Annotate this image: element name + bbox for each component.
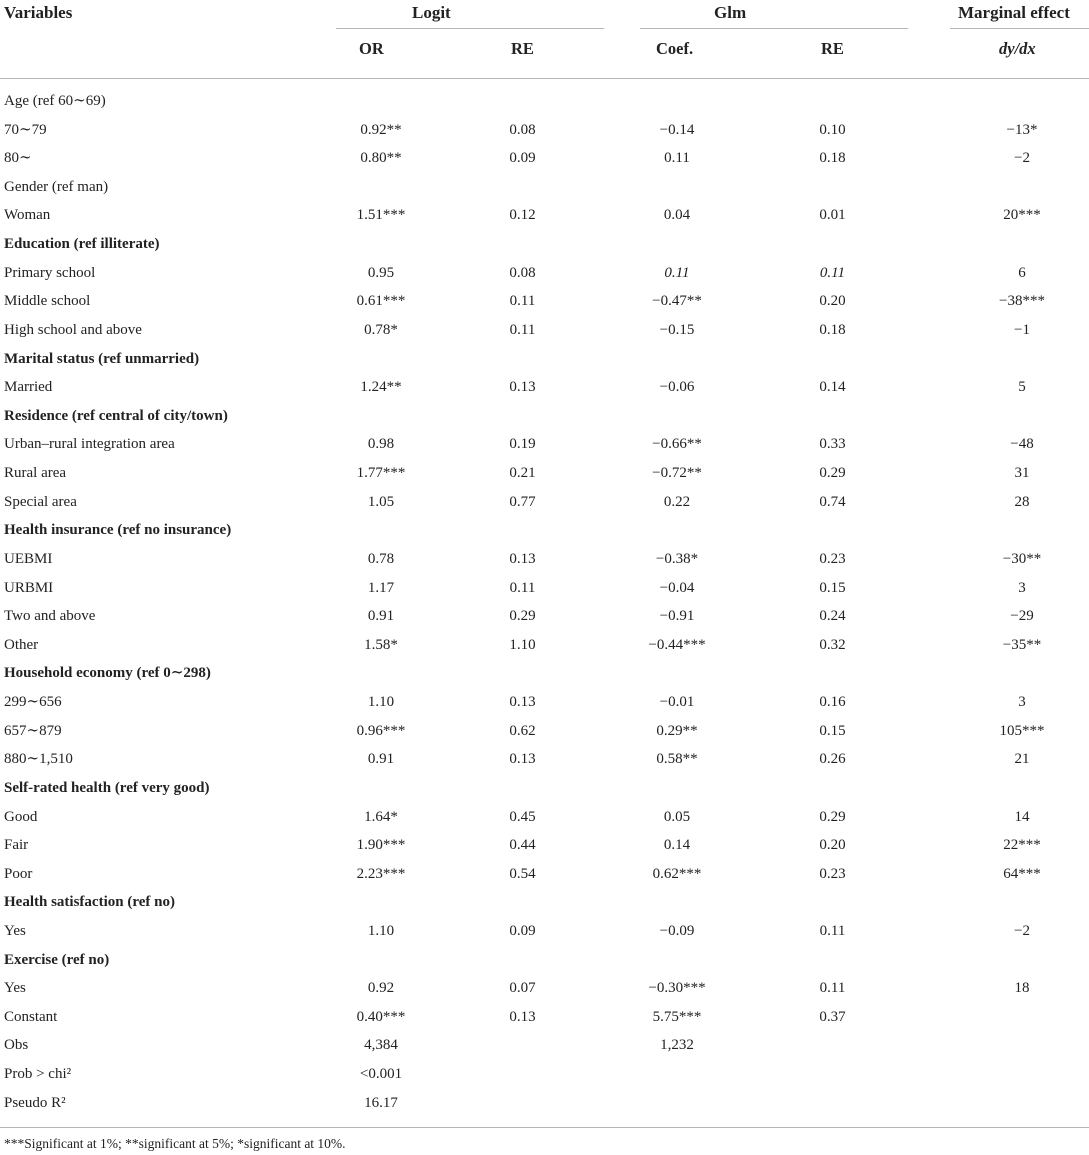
glm-coef: 0.11 bbox=[664, 150, 690, 167]
glm-coef: 0.14 bbox=[663, 837, 691, 854]
table-row bbox=[0, 745, 1089, 773]
row-label: Residence (ref central of city/town) bbox=[4, 407, 228, 424]
glm-coef: −0.66** bbox=[652, 436, 702, 453]
table-row bbox=[0, 230, 1089, 258]
row-label: Pseudo R² bbox=[4, 1094, 66, 1111]
row-label: Married bbox=[4, 379, 53, 396]
logit-or: 1.10 bbox=[367, 694, 395, 711]
glm-coef: 0.11 bbox=[664, 264, 690, 281]
header-logit: Logit bbox=[412, 3, 451, 22]
glm-coef: 0.04 bbox=[663, 207, 691, 224]
logit-re: 0.08 bbox=[509, 121, 536, 138]
logit-or: 16.17 bbox=[364, 1094, 398, 1111]
table-row bbox=[0, 774, 1089, 802]
logit-re: 0.77 bbox=[509, 493, 536, 510]
subheader-re-glm: RE bbox=[821, 39, 844, 58]
glm-re: 0.10 bbox=[819, 121, 846, 138]
row-label: Rural area bbox=[4, 465, 67, 482]
row-label: Prob > chi² bbox=[4, 1066, 72, 1083]
table-row bbox=[0, 974, 1089, 1002]
table-row bbox=[0, 1089, 1089, 1117]
glm-re: 0.20 bbox=[819, 293, 846, 310]
marginal-dydx: −29 bbox=[1010, 608, 1034, 625]
table-row bbox=[0, 1060, 1089, 1088]
glm-re: 0.11 bbox=[819, 264, 846, 281]
logit-re: 0.44 bbox=[509, 837, 536, 854]
logit-re: 0.45 bbox=[509, 808, 536, 825]
table-row bbox=[0, 402, 1089, 430]
table-row bbox=[0, 516, 1089, 544]
table-row bbox=[0, 917, 1089, 945]
glm-coef: −0.44*** bbox=[648, 636, 706, 653]
row-label: 657∼879 bbox=[4, 722, 62, 739]
marginal-dydx: 64*** bbox=[1003, 865, 1041, 882]
glm-re: 0.11 bbox=[819, 922, 846, 939]
logit-re: 0.62 bbox=[509, 722, 536, 739]
marginal-dydx: 3 bbox=[1018, 579, 1026, 596]
header-bottom-rule bbox=[0, 78, 1089, 79]
row-label: Other bbox=[4, 636, 39, 653]
marginal-dydx: −35** bbox=[1002, 636, 1042, 653]
glm-coef: −0.15 bbox=[659, 321, 695, 338]
subheader-or: OR bbox=[359, 39, 384, 58]
row-label: Gender (ref man) bbox=[4, 178, 109, 195]
glm-re: 0.26 bbox=[819, 751, 846, 768]
table-row bbox=[0, 144, 1089, 172]
logit-or: 2.23*** bbox=[356, 865, 406, 882]
logit-or: 4,384 bbox=[364, 1037, 398, 1054]
logit-or: 0.98 bbox=[367, 436, 395, 453]
logit-or: 0.95 bbox=[367, 264, 395, 281]
marginal-dydx: −2 bbox=[1014, 922, 1030, 939]
logit-or: 0.92 bbox=[367, 980, 395, 997]
subheader-re-logit: RE bbox=[511, 39, 534, 58]
table-row bbox=[0, 688, 1089, 716]
table-row bbox=[0, 87, 1089, 115]
logit-or: 0.91 bbox=[367, 751, 395, 768]
table-row bbox=[0, 602, 1089, 630]
logit-re: 1.10 bbox=[509, 636, 536, 653]
logit-underline bbox=[336, 28, 604, 29]
logit-re: 0.54 bbox=[509, 865, 536, 882]
row-label: 299∼656 bbox=[4, 694, 62, 711]
logit-or: 0.91 bbox=[367, 608, 395, 625]
logit-or: 0.78* bbox=[364, 321, 398, 338]
table-row bbox=[0, 259, 1089, 287]
logit-or: 0.80** bbox=[360, 150, 402, 167]
table-bottom-rule bbox=[0, 1127, 1089, 1128]
logit-re: 0.11 bbox=[509, 293, 536, 310]
glm-coef: −0.91 bbox=[659, 608, 695, 625]
row-label: Good bbox=[4, 808, 38, 825]
header-marginal-effect: Marginal effect bbox=[958, 3, 1070, 22]
row-label: Primary school bbox=[4, 264, 96, 281]
logit-or: 0.96*** bbox=[356, 722, 406, 739]
marginal-dydx: 31 bbox=[1014, 465, 1030, 482]
row-label: Fair bbox=[4, 837, 29, 854]
row-label: Urban–rural integration area bbox=[4, 436, 175, 453]
logit-re: 0.08 bbox=[509, 264, 536, 281]
logit-or: 0.78 bbox=[367, 550, 395, 567]
glm-coef: −0.38* bbox=[655, 550, 699, 567]
glm-re: 0.20 bbox=[819, 837, 846, 854]
marginal-dydx: 28 bbox=[1014, 493, 1030, 510]
logit-re: 0.07 bbox=[509, 980, 536, 997]
glm-re: 0.29 bbox=[819, 465, 846, 482]
glm-coef: −0.06 bbox=[659, 379, 695, 396]
row-label: Special area bbox=[4, 493, 77, 510]
table-row bbox=[0, 488, 1089, 516]
footnote: ***Significant at 1%; **significant at 5%; *significant at 10%. bbox=[4, 1136, 346, 1151]
row-label: Age (ref 60∼69) bbox=[4, 93, 106, 109]
table-row bbox=[0, 717, 1089, 745]
marginal-underline bbox=[950, 28, 1089, 29]
marginal-dydx: 22*** bbox=[1003, 837, 1041, 854]
glm-re: 0.18 bbox=[819, 150, 846, 167]
row-label: 880∼1,510 bbox=[4, 751, 73, 768]
row-label: 70∼79 bbox=[4, 121, 47, 138]
glm-re: 0.14 bbox=[819, 379, 846, 396]
glm-coef: −0.04 bbox=[659, 579, 695, 596]
logit-or: 1.17 bbox=[367, 579, 395, 596]
glm-coef: −0.09 bbox=[659, 922, 695, 939]
row-label: Health satisfaction (ref no) bbox=[4, 894, 175, 911]
glm-coef: −0.47** bbox=[652, 293, 702, 310]
logit-or: 1.77*** bbox=[356, 465, 406, 482]
glm-coef: 0.29** bbox=[656, 722, 698, 739]
glm-re: 0.16 bbox=[819, 694, 846, 711]
logit-or: 1.51*** bbox=[356, 207, 406, 224]
marginal-dydx: 20*** bbox=[1003, 207, 1041, 224]
table-row bbox=[0, 803, 1089, 831]
row-label: Middle school bbox=[4, 293, 91, 310]
marginal-dydx: −48 bbox=[1010, 436, 1034, 453]
logit-re: 0.09 bbox=[509, 150, 536, 167]
subheader-coef: Coef. bbox=[656, 39, 694, 58]
row-label: Marital status (ref unmarried) bbox=[4, 350, 200, 367]
logit-re: 0.09 bbox=[509, 922, 536, 939]
glm-coef: 0.22 bbox=[663, 493, 691, 510]
logit-or: 1.90*** bbox=[356, 837, 406, 854]
logit-re: 0.13 bbox=[509, 379, 536, 396]
logit-re: 0.11 bbox=[509, 579, 536, 596]
logit-or: 1.05 bbox=[367, 493, 395, 510]
logit-or: 0.61*** bbox=[356, 293, 406, 310]
marginal-dydx: 105*** bbox=[999, 722, 1045, 739]
glm-coef: 5.75*** bbox=[652, 1008, 702, 1025]
logit-re: 0.13 bbox=[509, 1008, 536, 1025]
logit-or: 0.40*** bbox=[356, 1008, 406, 1025]
glm-coef: −0.30*** bbox=[648, 980, 706, 997]
marginal-dydx: 5 bbox=[1018, 379, 1026, 396]
table-row bbox=[0, 860, 1089, 888]
glm-re: 0.18 bbox=[819, 321, 846, 338]
glm-coef: 0.58** bbox=[656, 751, 698, 768]
marginal-dydx: −13* bbox=[1006, 121, 1038, 138]
marginal-dydx: −38*** bbox=[999, 293, 1045, 310]
glm-re: 0.23 bbox=[819, 550, 846, 567]
row-label: Constant bbox=[4, 1008, 58, 1025]
glm-re: 0.01 bbox=[819, 207, 846, 224]
marginal-dydx: 14 bbox=[1014, 808, 1030, 825]
row-label: Two and above bbox=[4, 608, 96, 625]
table-row bbox=[0, 545, 1089, 573]
row-label: Woman bbox=[4, 207, 51, 224]
table-row bbox=[0, 201, 1089, 229]
glm-coef: −0.14 bbox=[659, 121, 695, 138]
row-label: Yes bbox=[4, 980, 26, 997]
glm-underline bbox=[640, 28, 908, 29]
table-row bbox=[0, 173, 1089, 201]
logit-re: 0.13 bbox=[509, 694, 536, 711]
glm-re: 0.29 bbox=[819, 808, 846, 825]
table-row bbox=[0, 116, 1089, 144]
table-row bbox=[0, 316, 1089, 344]
glm-coef: 0.62*** bbox=[652, 865, 702, 882]
glm-re: 0.15 bbox=[819, 722, 846, 739]
subheader-dydx: dy/dx bbox=[999, 39, 1036, 58]
table-row bbox=[0, 574, 1089, 602]
logit-re: 0.29 bbox=[509, 608, 536, 625]
table-row bbox=[0, 946, 1089, 974]
table-row bbox=[0, 459, 1089, 487]
logit-re: 0.12 bbox=[509, 207, 536, 224]
row-label: Obs bbox=[4, 1037, 29, 1054]
marginal-dydx: −1 bbox=[1014, 321, 1030, 338]
logit-re: 0.19 bbox=[509, 436, 536, 453]
logit-or: <0.001 bbox=[359, 1066, 403, 1083]
table-row bbox=[0, 1003, 1089, 1031]
logit-re: 0.11 bbox=[509, 321, 536, 338]
glm-re: 0.37 bbox=[819, 1008, 846, 1025]
row-label: 80∼ bbox=[4, 150, 32, 167]
table-row bbox=[0, 430, 1089, 458]
logit-or: 1.10 bbox=[367, 922, 395, 939]
glm-coef: 1,232 bbox=[660, 1037, 694, 1054]
table-row bbox=[0, 888, 1089, 916]
glm-coef: 0.05 bbox=[663, 808, 691, 825]
marginal-dydx: −30** bbox=[1002, 550, 1042, 567]
glm-re: 0.24 bbox=[819, 608, 846, 625]
logit-or: 1.24** bbox=[360, 379, 402, 396]
row-label: Self-rated health (ref very good) bbox=[4, 779, 210, 796]
table-row bbox=[0, 831, 1089, 859]
glm-coef: −0.01 bbox=[659, 694, 695, 711]
glm-re: 0.74 bbox=[819, 493, 846, 510]
logit-re: 0.13 bbox=[509, 751, 536, 768]
logit-or: 1.58* bbox=[364, 636, 398, 653]
logit-or: 1.64* bbox=[364, 808, 398, 825]
table-row bbox=[0, 659, 1089, 687]
table-row bbox=[0, 345, 1089, 373]
marginal-dydx: 6 bbox=[1018, 264, 1026, 281]
glm-re: 0.11 bbox=[819, 980, 846, 997]
row-label: Poor bbox=[4, 865, 33, 882]
row-label: URBMI bbox=[4, 579, 54, 596]
marginal-dydx: 18 bbox=[1014, 980, 1030, 997]
row-label: Exercise (ref no) bbox=[4, 951, 110, 968]
row-label: Health insurance (ref no insurance) bbox=[4, 522, 232, 539]
glm-re: 0.23 bbox=[819, 865, 846, 882]
table-row bbox=[0, 373, 1089, 401]
row-label: Yes bbox=[4, 922, 26, 939]
row-label: Education (ref illiterate) bbox=[4, 236, 160, 253]
glm-re: 0.15 bbox=[819, 579, 846, 596]
marginal-dydx: 3 bbox=[1018, 694, 1026, 711]
table-row bbox=[0, 287, 1089, 315]
glm-re: 0.33 bbox=[819, 436, 846, 453]
row-label: Household economy (ref 0∼298) bbox=[4, 665, 211, 682]
row-label: High school and above bbox=[4, 321, 142, 338]
marginal-dydx: 21 bbox=[1014, 751, 1030, 768]
logit-re: 0.21 bbox=[509, 465, 536, 482]
header-glm: Glm bbox=[714, 3, 747, 22]
marginal-dydx: −2 bbox=[1014, 150, 1030, 167]
logit-re: 0.13 bbox=[509, 550, 536, 567]
table-row bbox=[0, 631, 1089, 659]
header-variables: Variables bbox=[4, 3, 73, 22]
logit-or: 0.92** bbox=[360, 121, 402, 138]
glm-re: 0.32 bbox=[819, 636, 846, 653]
row-label: UEBMI bbox=[4, 550, 53, 567]
table-row bbox=[0, 1031, 1089, 1059]
glm-coef: −0.72** bbox=[652, 465, 702, 482]
